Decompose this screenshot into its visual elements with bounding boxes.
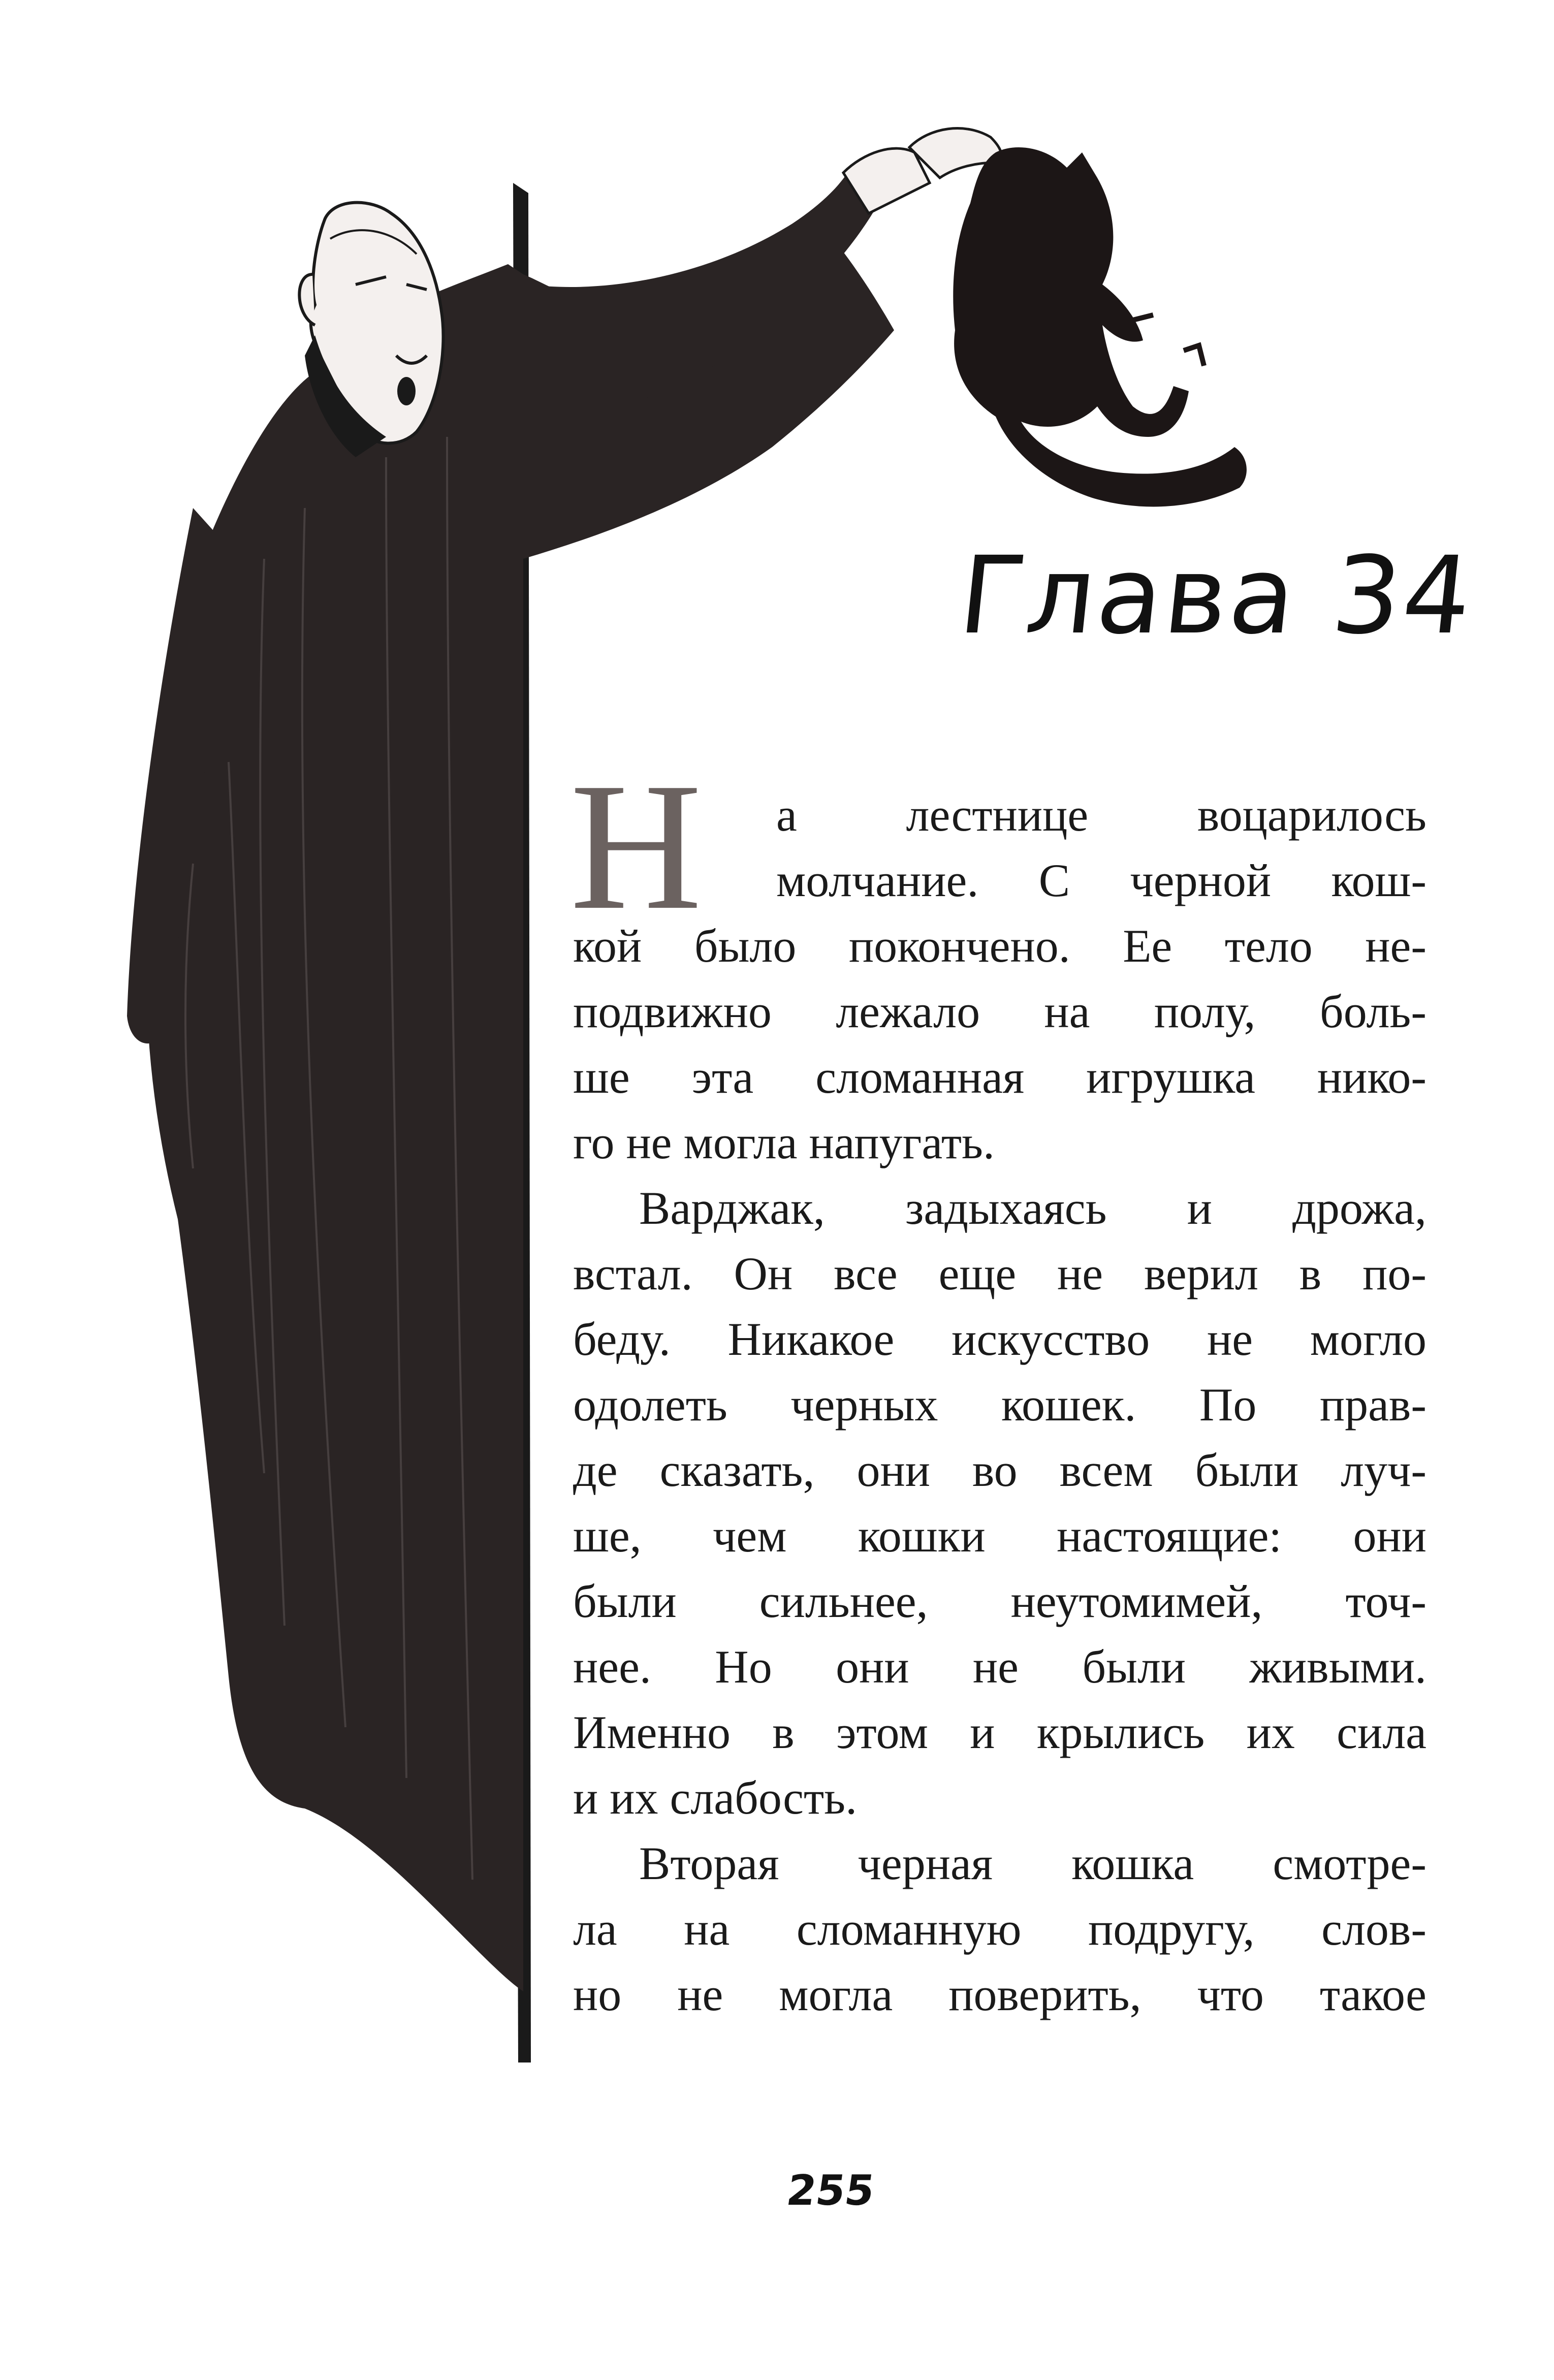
text-line: подвижно лежало на полу, боль-: [573, 986, 1426, 1037]
paragraph-1: [570, 745, 1426, 1176]
text-line: беду. Никакое искусство не могло: [573, 1313, 1426, 1365]
text-line: ше, чем кошки настоящие: они: [573, 1510, 1426, 1562]
text-line: молчание. С черной кош-: [776, 854, 1426, 906]
text-line: и их слабость.: [573, 1772, 858, 1824]
text-line: Вторая черная кошка смотре-: [639, 1837, 1426, 1889]
text-line: кой было покончено. Ее тело не-: [573, 920, 1426, 972]
chapter-title: Глава 34: [954, 533, 1480, 658]
text-line: нее. Но они не были живыми.: [573, 1641, 1426, 1693]
text-line: встал. Он все еще не верил в по-: [573, 1248, 1426, 1299]
text-line: ше эта сломанная игрушка нико-: [573, 1051, 1426, 1103]
cat-icon: [953, 147, 1247, 506]
paragraph-3: [573, 1831, 1426, 2027]
text-line: но не могла поверить, что такое: [573, 1969, 1426, 2020]
paragraph-2: [573, 1176, 1426, 1831]
text-line: де сказать, они во всем были луч-: [573, 1444, 1426, 1496]
drop-cap: Н: [570, 745, 702, 947]
text-line: одолеть черных кошек. По прав-: [573, 1379, 1426, 1431]
text-line: Варджак, задыхаясь и дрожа,: [639, 1182, 1426, 1234]
text-line: были сильнее, неутомимей, точ-: [573, 1575, 1426, 1627]
text-line: Именно в этом и крылись их сила: [573, 1706, 1426, 1758]
text-line: го не могла напугать.: [573, 1117, 995, 1168]
page-number: 255: [783, 2167, 878, 2215]
text-line: ла на сломанную подругу, слов-: [573, 1903, 1426, 1955]
text-line: а лестнице воцарилось: [776, 789, 1426, 841]
body-text: [570, 745, 1426, 2027]
